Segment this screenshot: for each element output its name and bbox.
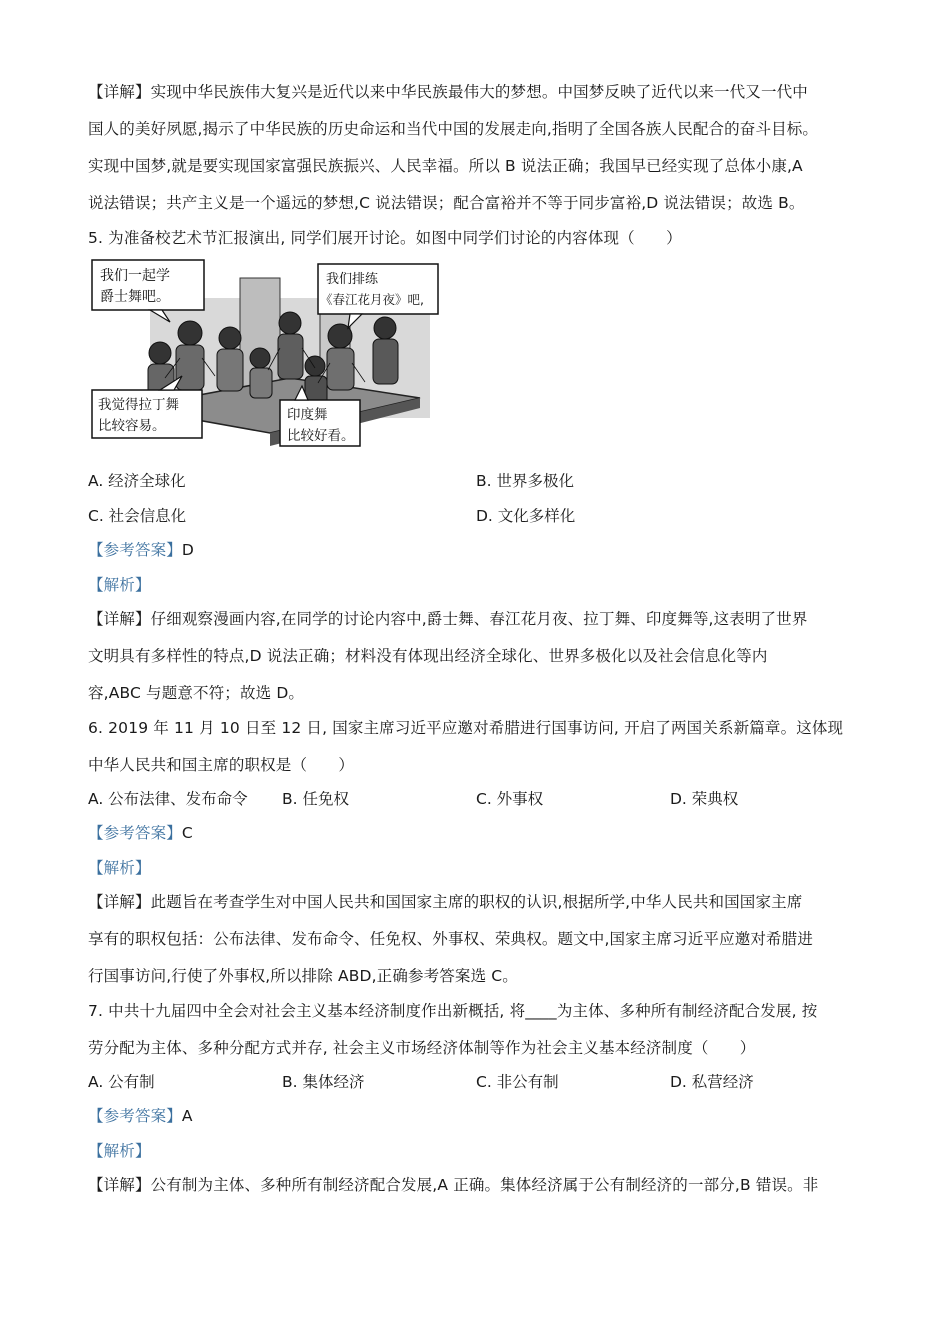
- q7-analysis-label: 【解析】: [88, 1142, 151, 1160]
- q6-detail-line-3: 行国事访问,行使了外事权,所以排除 ABD,正确参考答案选 C。: [88, 967, 518, 985]
- q6-option-b: B. 任免权: [282, 790, 349, 808]
- q5-answer: D: [181, 541, 194, 559]
- q4-detail-line-4: 说法错误；共产主义是一个遥远的梦想,C 说法错误；配合富裕并不等于同步富裕,D 说法错误；故选 B。: [88, 194, 805, 212]
- q5-option-c: C. 社会信息化: [88, 507, 187, 525]
- bubble-4-line-2: 比较好看。: [287, 428, 355, 444]
- q5-analysis-label: 【解析】: [88, 576, 151, 594]
- q5-detail-line-2: 文明具有多样性的特点,D 说法正确；材料没有体现出经济全球化、世界多极化以及社会信息化等内: [88, 647, 768, 665]
- q4-detail-line-3: 实现中国梦,就是要实现国家富强民族振兴、人民幸福。所以 B 说法正确；我国早已经实现了总体小康,A: [88, 157, 803, 175]
- q5-detail-line-3: 容,ABC 与题意不符；故选 D。: [88, 684, 305, 702]
- q7-option-d: D. 私营经济: [670, 1073, 754, 1091]
- bubble-2-line-1: 我们排练: [326, 272, 379, 287]
- q5-option-d: D. 文化多样化: [476, 507, 576, 525]
- q6-stem-line-1: 6. 2019 年 11 月 10 日至 12 日, 国家主席习近平应邀对希腊进行国事访问, 开启了两国关系新篇章。这体现: [88, 719, 844, 737]
- q6-answer: C: [181, 824, 193, 842]
- q7-stem-line-2: 劳分配为主体、多种分配方式并存, 社会主义市场经济体制等作为社会主义基本经济制度（ ）: [88, 1039, 756, 1057]
- answer-label: 【参考答案】: [88, 824, 182, 842]
- q5-option-a: A. 经济全球化: [88, 472, 186, 490]
- bubble-1-line-2: 爵士舞吧。: [100, 289, 170, 305]
- bubble-3-line-1: 我觉得拉丁舞: [98, 397, 179, 413]
- q6-answer-row: [88, 823, 880, 843]
- answer-label: 【参考答案】: [88, 1107, 182, 1125]
- q7-answer-row: [88, 1106, 880, 1126]
- q6-stem-line-2: 中华人民共和国主席的职权是（ ）: [88, 756, 355, 774]
- q5-option-b: B. 世界多极化: [476, 472, 574, 490]
- q4-detail-line-2: 国人的美好夙愿,揭示了中华民族的历史命运和当代中国的发展走向,指明了全国各族人民配合的奋斗目标。: [88, 120, 819, 138]
- q5-answer-row: [88, 540, 880, 560]
- q6-option-c: C. 外事权: [476, 790, 544, 808]
- bubble-1-line-1: 我们一起学: [100, 268, 170, 284]
- q7-stem-line-1: 7. 中共十九届四中全会对社会主义基本经济制度作出新概括, 将____为主体、多种所有制经济配合发展, 按: [88, 1002, 818, 1020]
- q7-detail-line-1: 【详解】公有制为主体、多种所有制经济配合发展,A 正确。集体经济属于公有制经济的一部分,B 错误。非: [88, 1176, 819, 1194]
- q5-stem: 5. 为准备校艺术节汇报演出, 同学们展开讨论。如图中同学们讨论的内容体现（ ）: [88, 229, 682, 247]
- q6-analysis-label: 【解析】: [88, 859, 151, 877]
- q6-option-a: A. 公布法律、发布命令: [88, 790, 248, 808]
- answer-label: 【参考答案】: [88, 541, 182, 559]
- q7-option-b: B. 集体经济: [282, 1073, 365, 1091]
- discussion-cartoon-image: [90, 258, 440, 448]
- q7-option-c: C. 非公有制: [476, 1073, 559, 1091]
- q6-option-d: D. 荣典权: [670, 790, 739, 808]
- q6-detail-line-2: 享有的职权包括：公布法律、发布命令、任免权、外事权、荣典权。题文中,国家主席习近平应邀对希腊进: [88, 930, 813, 948]
- q4-detail-line-1: 【详解】实现中华民族伟大复兴是近代以来中华民族最伟大的梦想。中国梦反映了近代以来一代又一代中: [88, 83, 808, 101]
- bubble-3-line-2: 比较容易。: [98, 418, 166, 434]
- q6-detail-line-1: 【详解】此题旨在考查学生对中国人民共和国国家主席的职权的认识,根据所学,中华人民共和国国家主席: [88, 893, 803, 911]
- q7-answer: A: [181, 1107, 193, 1125]
- bubble-4-line-1: 印度舞: [287, 407, 328, 423]
- bubble-2-line-2: 《春江花月夜》吧,: [320, 292, 424, 307]
- q7-option-a: A. 公有制: [88, 1073, 155, 1091]
- q5-detail-line-1: 【详解】仔细观察漫画内容,在同学的讨论内容中,爵士舞、春江花月夜、拉丁舞、印度舞等,这表明了世界: [88, 610, 808, 628]
